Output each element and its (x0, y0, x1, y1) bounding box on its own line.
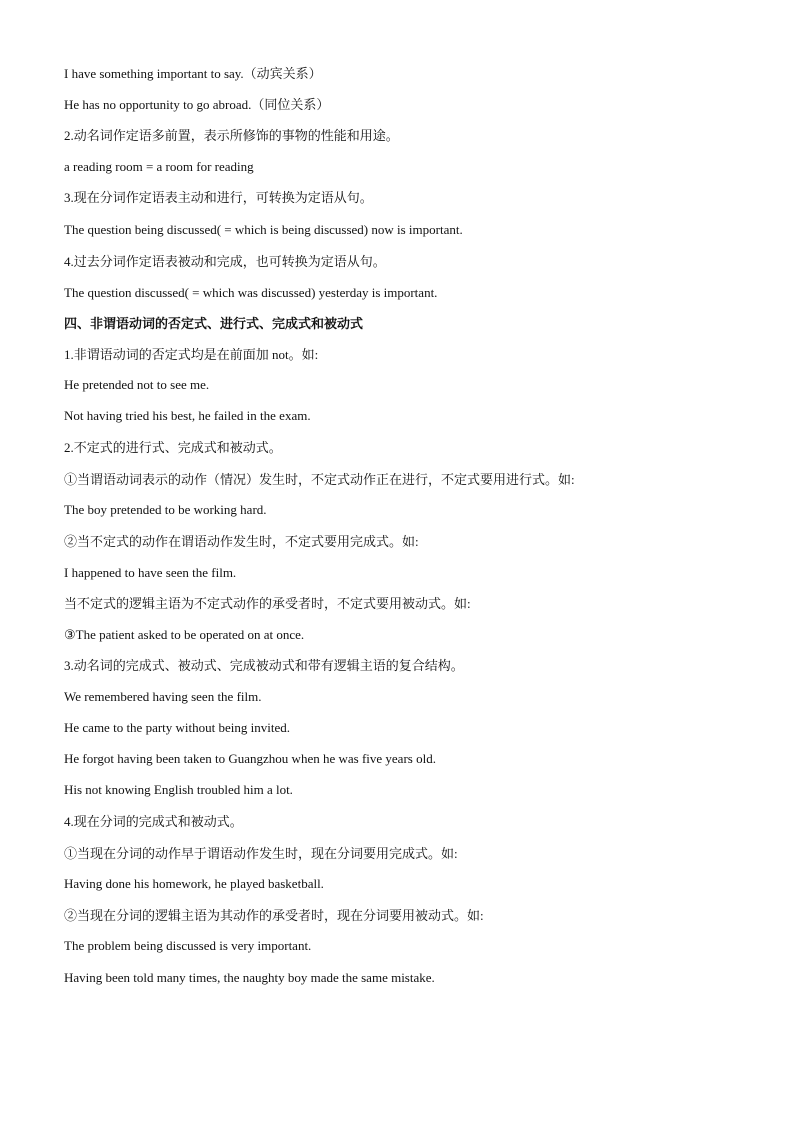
example-sentence-5: The question discussed( = which was discussed) yesterday is important. (64, 285, 438, 300)
example-sentence-16: The problem being discussed is very important. (64, 938, 312, 953)
example-sentence-11: We remembered having seen the film. (64, 689, 262, 704)
section-heading-four: 四、非谓语动词的否定式、进行式、完成式和被动式 (64, 316, 364, 331)
rule-present-participle-passive: ②当现在分词的逻辑主语为其动作的承受者时，现在分词要用被动式。如: (64, 908, 484, 923)
example-sentence-17: Having been told many times, the naughty boy made the same mistake. (64, 970, 435, 985)
example-sentence-1: I have something important to say.（动宾关系） (64, 66, 322, 81)
rule-infinitive-passive: 当不定式的逻辑主语为不定式动作的承受者时，不定式要用被动式。如: (64, 596, 471, 611)
rule-present-participle-forms: 4.现在分词的完成式和被动式。 (64, 814, 243, 829)
rule-gerund-forms: 3.动名词的完成式、被动式、完成被动式和带有逻辑主语的复合结构。 (64, 658, 464, 673)
example-sentence-12: He came to the party without being invited. (64, 720, 290, 735)
rule-infinitive-forms: 2.不定式的进行式、完成式和被动式。 (64, 440, 282, 455)
example-sentence-15: Having done his homework, he played basketball. (64, 876, 324, 891)
example-sentence-3: a reading room = a room for reading (64, 159, 254, 174)
example-sentence-6: He pretended not to see me. (64, 377, 210, 392)
example-sentence-10: ③The patient asked to be operated on at once. (64, 627, 305, 642)
example-sentence-2: He has no opportunity to go abroad.（同位关系） (64, 97, 330, 112)
rule-infinitive-progressive: ①当谓语动词表示的动作（情况）发生时，不定式动作正在进行，不定式要用进行式。如: (64, 472, 575, 487)
rule-present-participle-attribute: 3.现在分词作定语表主动和进行，可转换为定语从句。 (64, 190, 373, 205)
example-sentence-13: He forgot having been taken to Guangzhou when he was five years old. (64, 751, 436, 766)
example-sentence-8: The boy pretended to be working hard. (64, 502, 267, 517)
example-sentence-4: The question being discussed( = which is being discussed) now is important. (64, 222, 463, 237)
rule-infinitive-perfect: ②当不定式的动作在谓语动作发生时，不定式要用完成式。如: (64, 534, 419, 549)
rule-gerund-attribute: 2.动名词作定语多前置，表示所修饰的事物的性能和用途。 (64, 128, 399, 143)
example-sentence-9: I happened to have seen the film. (64, 565, 237, 580)
example-sentence-14: His not knowing English troubled him a lot. (64, 782, 293, 797)
rule-present-participle-perfect: ①当现在分词的动作早于谓语动作发生时，现在分词要用完成式。如: (64, 846, 458, 861)
example-sentence-7: Not having tried his best, he failed in the exam. (64, 408, 311, 423)
rule-past-participle-attribute: 4.过去分词作定语表被动和完成，也可转换为定语从句。 (64, 254, 386, 269)
rule-negative-form: 1.非谓语动词的否定式均是在前面加 not。如: (64, 347, 319, 362)
